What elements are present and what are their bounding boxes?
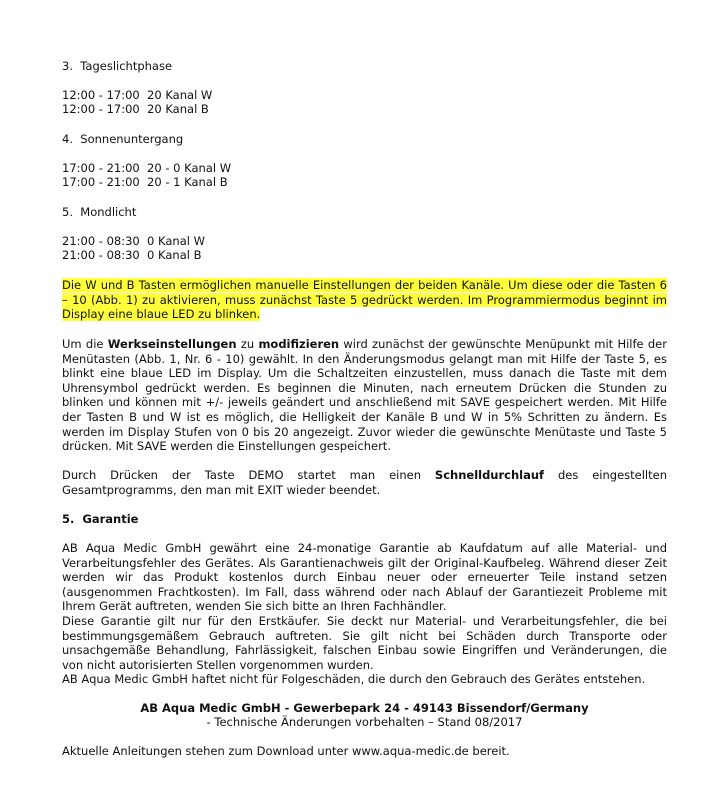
footer-company: AB Aqua Medic GmbH - Gewerbepark 24 - 49143 Bissendorf/Germany [140,701,589,715]
werkseinstellungen-paragraph [62,337,667,454]
section-4-line-2: 17:00 - 21:00 20 - 1 Kanal B [62,175,228,189]
demo-bold: Schnelldurchlauf [434,468,545,482]
section-4-heading: 4. Sonnenuntergang [62,132,184,146]
section-5-line-2: 21:00 - 08:30 0 Kanal B [62,248,202,262]
section-5-heading: 5. Mondlicht [62,205,137,219]
werks-text-1: Um die [62,337,108,351]
garantie-heading: 5. Garantie [62,512,139,526]
section-3-line-2: 12:00 - 17:00 20 Kanal B [62,102,209,116]
footer-download: Aktuelle Anleitungen stehen zum Download unter www.aqua-medic.de bereit. [62,744,510,758]
demo-text-1: Durch Drücken der Taste DEMO startet man einen [62,468,435,482]
garantie-paragraph-1: AB Aqua Medic GmbH gewährt eine 24-monatige Garantie ab Kaufdatum auf alle Material- und Verarbeitungsfehler des Gerätes. Als Garantienachweis gilt der Original-Kaufbeleg. Während dieser Zeit werden wir das Produkt kostenlos durch Einbau neuer oder erneuerter Teile instand setzen (ausgenommen Frachtkosten). Im Fall, dass während oder nach Ablauf der Garantiezeit Probleme mit Ihrem Gerät auftreten, wenden Sie sich bitte an Ihren Fachhändler. [62,541,667,614]
section-5-line-1: 21:00 - 08:30 0 Kanal W [62,234,205,248]
werks-bold-1: Werkseinstellungen [107,337,237,351]
werks-text-3: wird zunächst der gewünschte Menüpunkt mit Hilfe der Menütasten (Abb. 1, Nr. 6 - 10) gewählt. In den Änderungsmodus gelangt man mit Hilfe der Taste 5, es blinkt eine blaue LED im Display. Um die Schaltzeiten einzustellen, muss danach die Taste mit dem Uhrensymbol gedrückt werden. Es beginnen die Minuten, nach erneutem Drücken die Stunden zu blinken und können mit +/- jeweils geändert und anschließend mit SAVE gespeichert werden. Mit Hilfe der Tasten B und W ist es möglich, die Helligkeit der Kanäle B und W in 5% Schritten zu ändern. Es werden im Display Stufen von 0 bis 20 angezeigt. Zuvor wieder die gewünschte Menütaste und Taste 5 drücken. Mit SAVE werden die Einstellungen gespeichert. [62,337,667,454]
section-4-line-1: 17:00 - 21:00 20 - 0 Kanal W [62,161,232,175]
garantie-paragraph-3: AB Aqua Medic GmbH haftet nicht für Folgeschäden, die durch den Gebrauch des Gerätes entstehen. [62,672,646,686]
demo-text-2: des eingestellten Gesamtprogramms, den man mit EXIT wieder beendet. [62,468,667,497]
garantie-paragraph-2: Diese Garantie gilt nur für den Erstkäufer. Sie deckt nur Material- und Verarbeitungsfehler, die bei bestimmungsgemäßem Gebrauch auftreten. Sie gilt nicht bei Schäden durch Transporte oder unsachgemäße Behandlung, Fahrlässigkeit, falschen Einbau sowie Eingriffen und Veränderungen, die von nicht autorisierten Stellen vorgenommen wurden. [62,614,667,672]
section-3-heading: 3. Tageslichtphase [62,59,173,73]
werks-bold-2: modifizieren [258,337,340,351]
highlight-paragraph-block [62,278,667,322]
highlighted-text: Die W und B Tasten ermöglichen manuelle Einstellungen der beiden Kanäle. Um diese oder die Tasten 6 – 10 (Abb. 1) zu aktivieren, muss zunächst Taste 5 gedrückt werden. Im Programmiermodus beginnt im Display eine blaue LED zu blinken. [62,278,667,322]
section-3-line-1: 12:00 - 17:00 20 Kanal W [62,88,213,102]
footer-note: - Technische Änderungen vorbehalten – Stand 08/2017 [206,715,523,729]
werks-text-2: zu [236,337,259,351]
demo-paragraph [62,468,667,497]
